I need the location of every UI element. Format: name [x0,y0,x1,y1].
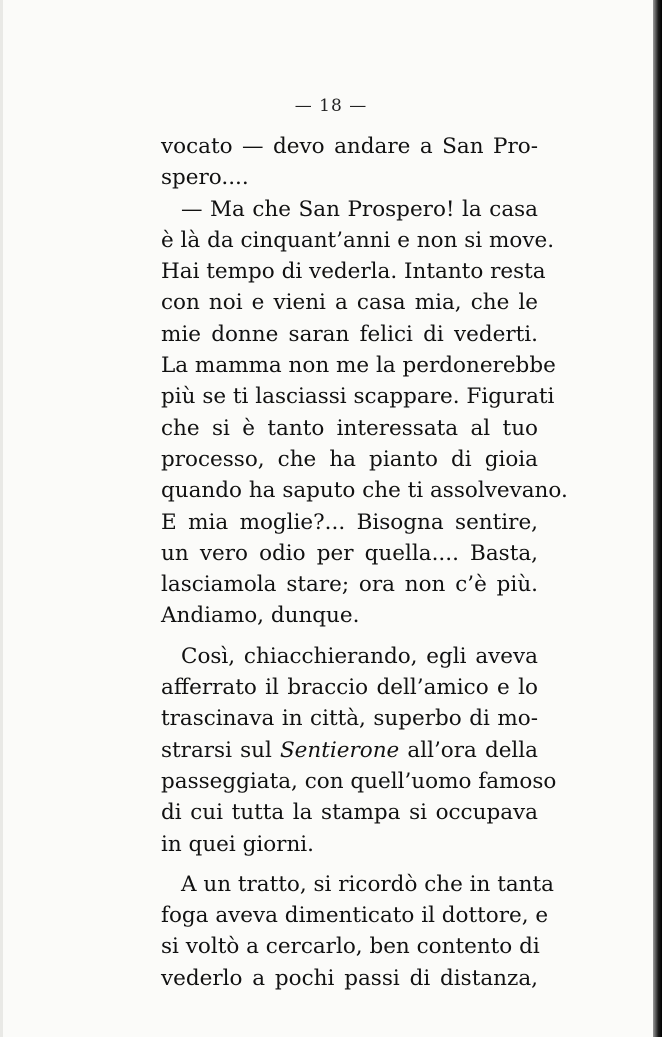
page-left-edge [0,0,3,1037]
text-line: si voltò a cercarlo, ben contento di [161,934,540,960]
page-number: — 18 — [294,96,368,116]
text-line: Così, chiacchierando, egli aveva [181,643,538,669]
text-line: — Ma che San Prospero! la casa [181,196,538,222]
text-line: vederlo a pochi passi di distanza, [161,965,538,991]
text-segment: all’ora della [399,737,538,763]
text-line: spero.... [161,165,249,191]
text-line: lasciamola stare; ora non c’è più. [161,572,538,598]
text-segment: strarsi sul [161,737,280,763]
text-line: Andiamo, dunque. [161,603,360,629]
text-line: un vero odio per quella.... Basta, [161,540,538,566]
text-line: trascinava in città, superbo di mo- [161,706,538,732]
text-line: che si è tanto interessata al tuo [161,415,538,441]
text-line: La mamma non me la perdonerebbe [161,353,556,379]
body-text [161,131,568,994]
text-line: di cui tutta la stampa si occupava [161,800,538,826]
text-line: vocato — devo andare a San Pro- [161,134,538,159]
paragraph-gap [161,860,538,869]
text-line: con noi e vieni a casa mia, che le [161,290,538,316]
text-line: A un tratto, si ricordò che in tanta [181,871,554,897]
text-line: foga aveva dimenticato il dottore, e [161,903,549,929]
text-line: è là da cinquant’anni e non si move. [161,227,555,253]
text-line: Hai tempo di vederla. Intanto resta [161,259,546,285]
page-binding-edge [653,0,662,1037]
text-line: E mia moglie?... Bisogna sentire, [161,509,538,535]
text-line: quando ha saputo che ti assolvevano. [161,478,568,504]
text-line: in quei giorni. [161,831,315,857]
italic-place-name: Sentierone [279,737,400,763]
paragraph-gap [161,632,538,641]
text-line: passeggiata, con quell’uomo famoso [161,768,557,794]
text-line: afferrato il braccio dell’amico e lo [161,675,538,701]
text-line: mie donne saran felici di vederti. [161,321,538,347]
text-line: più se ti lasciassi scappare. Figurati [161,384,555,410]
text-line: processo, che ha pianto di gioia [161,446,538,472]
text-line-with-italic [161,735,538,766]
